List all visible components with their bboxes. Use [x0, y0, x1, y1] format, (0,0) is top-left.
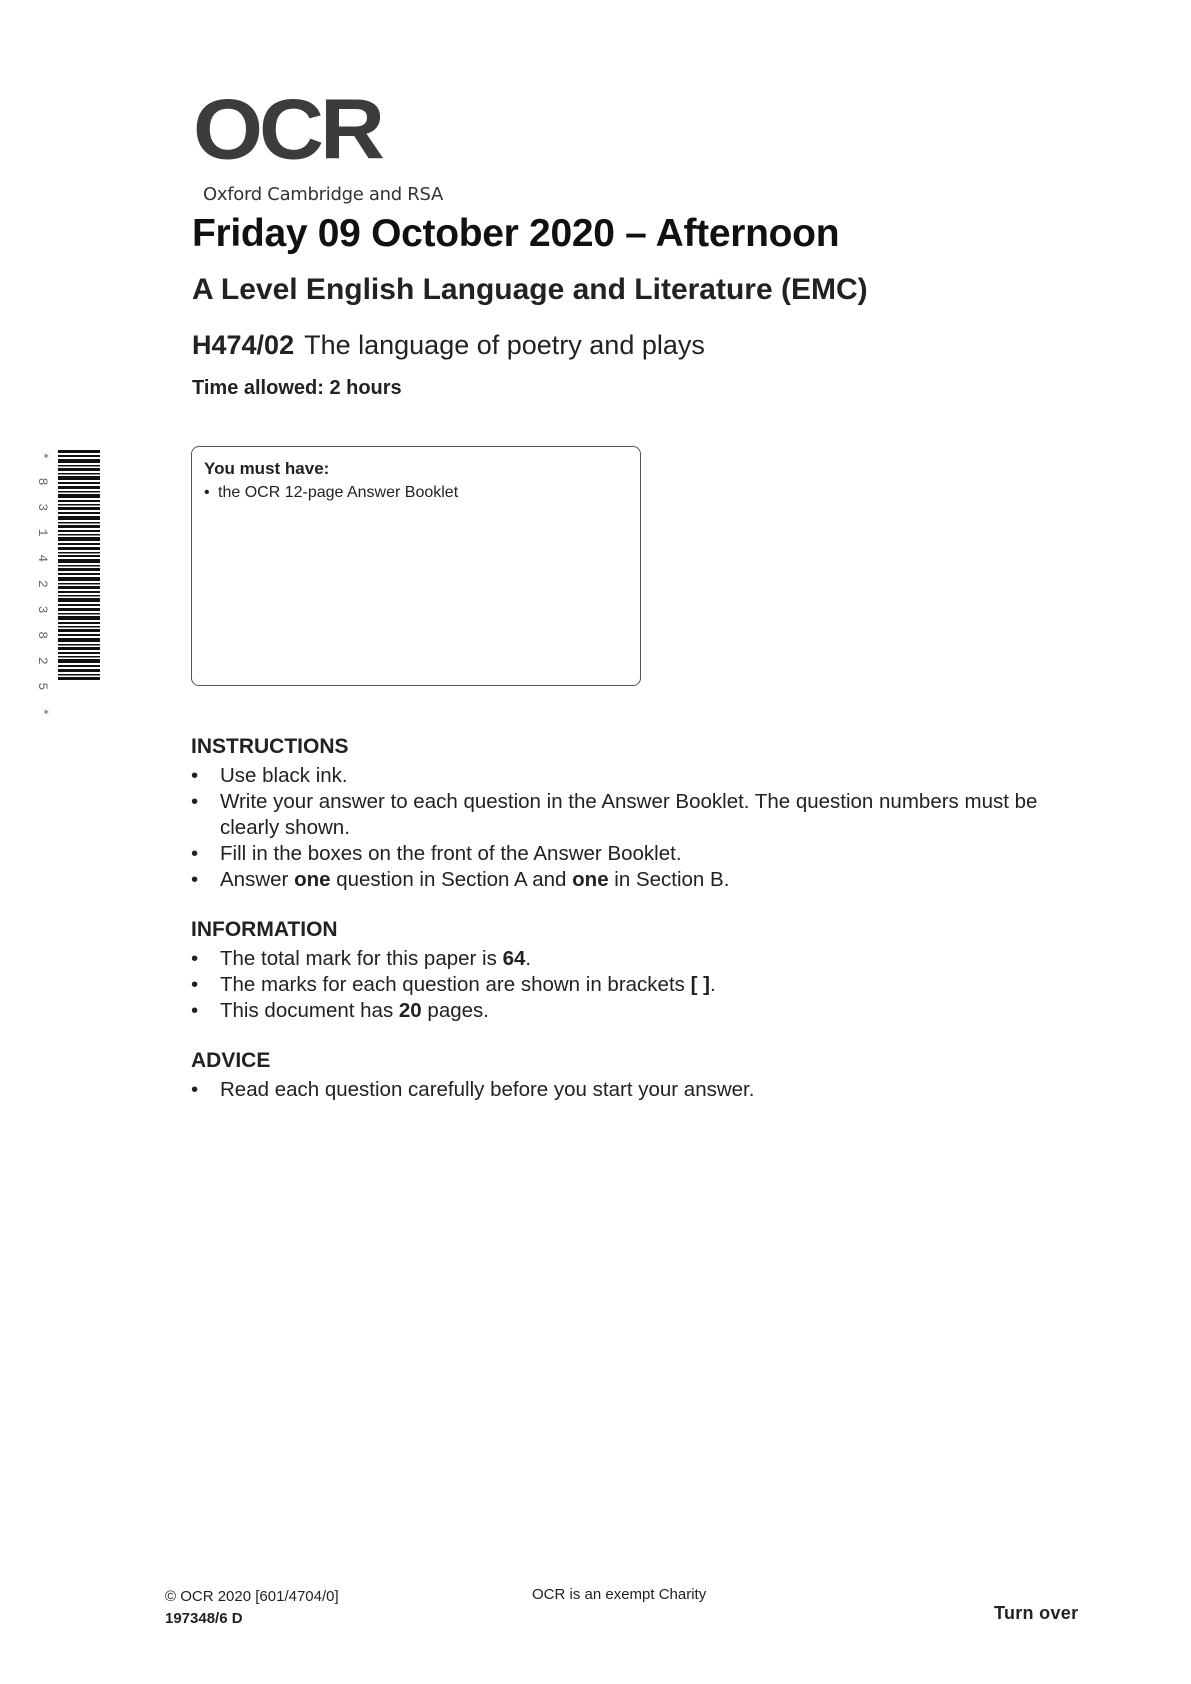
information-heading: INFORMATION [191, 918, 338, 941]
bullet-icon: • [191, 947, 199, 970]
barcode-icon [44, 450, 100, 682]
must-have-box [191, 446, 641, 686]
instructions-list [191, 763, 1091, 893]
copyright-text: © OCR 2020 [601/4704/0] [165, 1588, 339, 1605]
advice-heading: ADVICE [191, 1049, 271, 1072]
must-have-item [204, 484, 628, 502]
bullet-icon: • [191, 764, 199, 787]
list-item: • This document has 20 pages. [191, 999, 489, 1022]
list-item: • Write your answer to each question in the Answer Booklet. The question numbers must be clearly shown. [191, 790, 1038, 839]
list-item: • The total mark for this paper is 64. [191, 947, 532, 970]
exam-date-title: Friday 09 October 2020 – Afternoon [192, 212, 840, 255]
list-item: • Read each question carefully before you start your answer. [191, 1078, 755, 1101]
bullet-icon: • [191, 1078, 199, 1101]
ocr-logo-mark: OCR [193, 82, 381, 178]
bullet-icon: • [191, 790, 199, 813]
must-have-heading: You must have: [204, 459, 330, 478]
subject-title: A Level English Language and Literature (EMC) [192, 273, 868, 306]
charity-text: OCR is an exempt Charity [532, 1586, 707, 1603]
ocr-logo-subtitle: Oxford Cambridge and RSA [203, 184, 443, 205]
advice-list [191, 1077, 1091, 1103]
bullet-icon: • [191, 868, 199, 891]
paper-line [192, 330, 705, 361]
bullet-icon: • [191, 999, 199, 1022]
paper-title: The language of poetry and plays [304, 330, 705, 360]
advice-section [191, 1049, 1091, 1103]
list-item: • Answer one question in Section A and one in Section B. [191, 868, 730, 891]
bullet-icon: • [191, 842, 199, 865]
document-code: 197348/6 D [165, 1610, 243, 1627]
footer-left [165, 1586, 339, 1630]
instructions-heading: INSTRUCTIONS [191, 735, 349, 758]
paper-code: H474/02 [192, 330, 295, 360]
information-list [191, 946, 1091, 1024]
barcode-number: * 8 3 1 4 2 3 8 2 5 * [35, 452, 50, 721]
information-section [191, 918, 1091, 1024]
list-item: • Use black ink. [191, 764, 348, 787]
instructions-section [191, 735, 1091, 893]
bullet-icon: • [204, 484, 210, 501]
turn-over-label: Turn over [994, 1603, 1079, 1623]
must-have-item-text: the OCR 12-page Answer Booklet [218, 484, 459, 501]
list-item: • The marks for each question are shown in brackets [ ]. [191, 973, 716, 996]
ocr-logo [193, 82, 453, 205]
list-item: • Fill in the boxes on the front of the Answer Booklet. [191, 842, 682, 865]
time-allowed: Time allowed: 2 hours [192, 377, 402, 399]
bullet-icon: • [191, 973, 199, 996]
